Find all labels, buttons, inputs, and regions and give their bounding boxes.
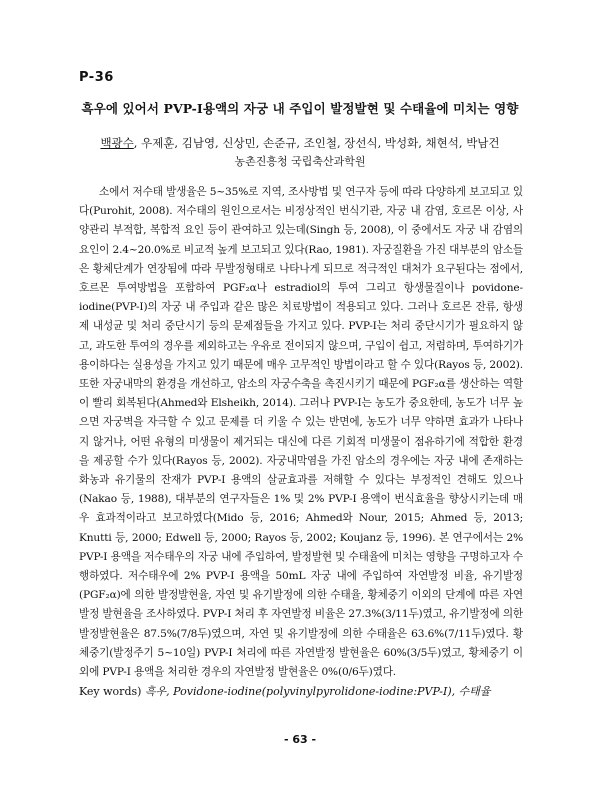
page-number: - 63 -	[283, 733, 317, 746]
keywords-label: Key words)	[79, 685, 142, 698]
abstract-code: P-36	[79, 70, 114, 85]
abstract-title: 흑우에 있어서 PVP-I용액의 자궁 내 주입이 발정발현 및 수태율에 미치는 영향	[81, 101, 519, 116]
abstract-body: 소에서 저수태 발생율은 5~35%로 지역, 조사방법 및 연구자 등에 따라 다양하게 보고되고 있다(Purohit, 2008). 저수태의 원인으로서는 비정상적인 번식기관, 자궁 내 감염, 호르몬 이상, 사양관리 부적합, 복합적 요인 등이 관여하고 있는데(Singh 등, 2008), 이 중에서도 자궁 내 감염의 요인이 2.4~20.0%로 비교적 높게 보고되고 있다(Rao, 1981). 자궁질환을 가진 대부분의 암소들은 황체단계가 연장됨에 따라 무발정형태로 나타나게 되므로 적극적인 대처가 요구된다는 점에서, 호르몬 투여방법을 포함하여 PGF₂α나 estradiol의 투여 그리고 항생물질이나 povidone-iodine(PVP-I)의 자궁 내 주입과 같은 많은 치료방법이 적용되고 있다. 그러나 호르몬 잔류, 항생제 내성균 및 처리 중단시기 등의 문제점들을 가지고 있다. PVP-I는 처리 중단시기가 필요하지 않고, 과도한 투여의 경우를 제외하고는 우유로 전이되지 않으며, 구입이 쉽고, 저렴하며, 투여하기가 용이하다는 실용성을 가지고 있기 때문에 매우 고무적인 방법이라고 할 수 있다(Rayos 등, 2002). 또한 자궁내막의 환경을 개선하고, 암소의 자궁수축을 촉진시키기 때문에 PGF₂α를 생산하는 역할이 빨리 회복된다(Ahmed와 Elsheikh, 2014). 그러나 PVP-I는 농도가 중요한데, 농도가 너무 높으면 자궁벽을 자극할 수 있고 문제를 더 키울 수 있는 반면에, 농도가 너무 약하면 효과가 나타나지 않거나, 어떤 유형의 미생물이 제거되는 대신에 다른 기회적 미생물이 점유하기에 적합한 환경을 제공할 수가 있다(Rayos 등, 2002). 자궁내막염을 가진 암소의 경우에는 자궁 내에 존재하는 화농과 유기물의 잔재가 PVP-I 용액의 살균효과를 저해할 수 있다는 부정적인 견해도 있으나(Nakao 등, 1988), 대부분의 연구자들은 1% 및 2% PVP-I 용액이 번식효율을 향상시키는데 매우 효과적이라고 보고하였다(Mido 등, 2016; Ahmed와 Nour, 2015; Ahmed 등, 2013; Knutti 등, 2000; Edwell 등, 2000; Rayos 등, 2002; Koujanz 등, 1996). 본 연구에서는 2% PVP-I 용액을 저수태우의 자궁 내에 주입하여, 발정발현 및 수태율에 미치는 영향을 구명하고자 수행하였다. 저수태우에 2% PVP-I 용액을 50mL 자궁 내에 주입하여 자연발정 비율, 유기발정(PGF₂α)에 의한 발정발현율, 자연 및 유기발정에 의한 수태율, 황체중기 이외의 단계에 따른 자연발정 발현율을 조사하였다. PVP-I 처리 후 자연발정 비율은 27.3%(3/11두)였고, 유기발정에 의한 발정발현율은 87.5%(7/8두)였으며, 자연 및 유기발정에 의한 수태율은 63.6%(7/11두)였다. 황체중기(발정주기 5~10일) PVP-I 처리에 따른 자연발정 발현율은 60%(3/5두)였고, 황체중기 이외에 PVP-I 용액을 처리한 경우의 자연발정 발현율은 0%(0/6두)였다.	[79, 186, 523, 679]
presenting-author: 백광수	[100, 136, 134, 150]
affiliation: 농촌진흥청 국립축산과학원	[234, 155, 366, 168]
keywords-line	[79, 683, 539, 699]
co-authors: , 우제훈, 김남영, 신상민, 손준규, 조인철, 장선식, 박성화, 채현석, 박남건	[133, 136, 500, 150]
author-list	[40, 135, 560, 151]
keywords-values: 흑우, Povidone-iodine(polyvinylpyrolidone-iodine:PVP-I), 수태율	[144, 685, 491, 698]
